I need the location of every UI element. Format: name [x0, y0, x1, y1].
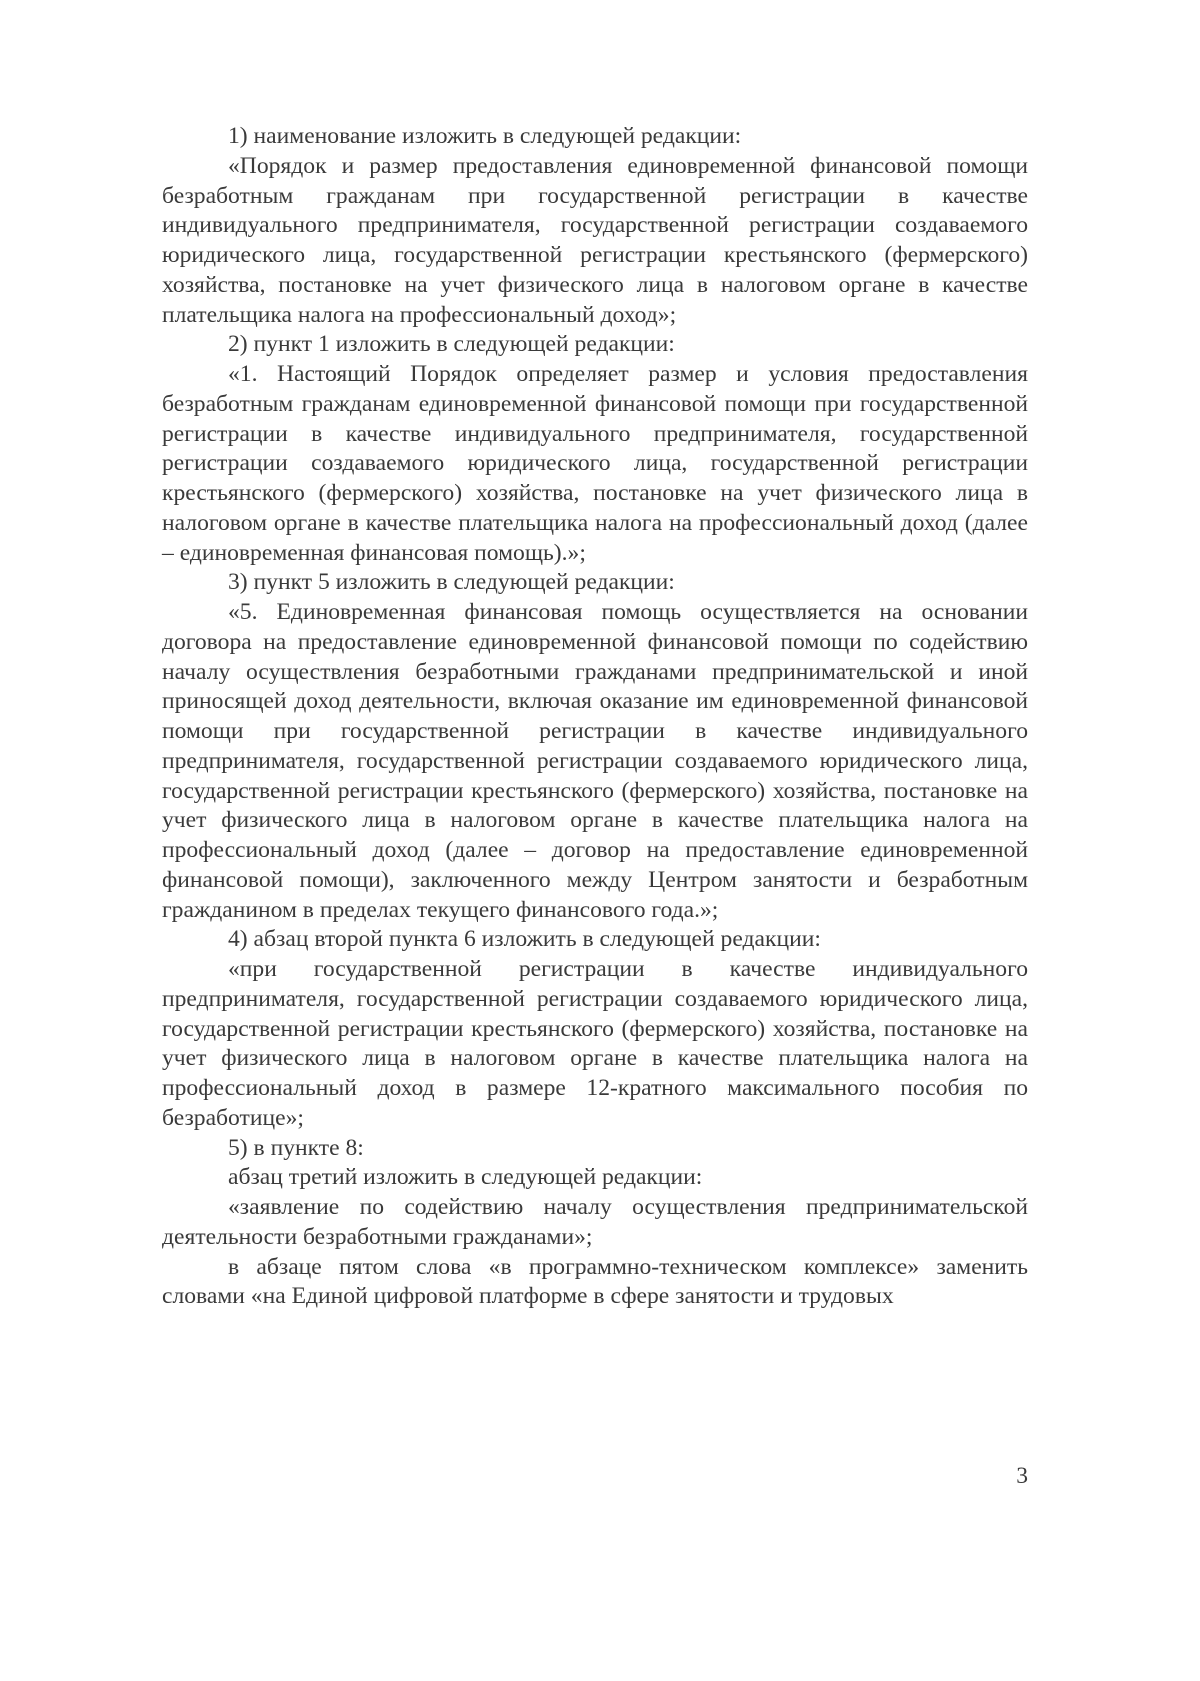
paragraph-8: «при государственной регистрации в качестве индивидуального предпринимателя, государственной регистрации создаваемого юридического лица, государственной регистрации крестьянского (фермерского) хозяйства, постановке на учет физического лица в налоговом органе в качестве плательщика налога на профессиональный доход в размере 12-кратного максимального пособия по безработице»; [162, 956, 1028, 1131]
paragraph-10: абзац третий изложить в следующей редакции: [228, 1164, 703, 1191]
document-body [162, 122, 1028, 1312]
paragraph-5: 3) пункт 5 изложить в следующей редакции: [228, 569, 675, 596]
paragraph-3: 2) пункт 1 изложить в следующей редакции: [228, 331, 675, 358]
paragraph-11: «заявление по содействию началу осуществления предпринимательской деятельности безработными гражданами»; [162, 1194, 1028, 1250]
paragraph-1: 1) наименование изложить в следующей редакции: [228, 123, 742, 149]
paragraph-9: 5) в пункте 8: [228, 1134, 364, 1161]
page-number: 3 [1016, 1463, 1028, 1489]
paragraph-2: «Порядок и размер предоставления единовременной финансовой помощи безработным гражданам при государственной регистрации в качестве индивидуального предпринимателя, государственной регистрации создаваемого юридического лица, государственной регистрации крестьянского (фермерского) хозяйства, постановке на учет физического лица в налоговом органе в качестве плательщика налога на профессиональный доход»; [162, 152, 1028, 328]
paragraph-6: «5. Единовременная финансовая помощь осуществляется на основании договора на предоставление единовременной финансовой помощи по содействию началу осуществления безработными гражданами предпринимательской и иной приносящей доход деятельности, включая оказание им единовременной финансовой помощи при государственной регистрации в качестве индивидуального предпринимателя, государственной регистрации создаваемого юридического лица, государственной регистрации крестьянского (фермерского) хозяйства, постановке на учет физического лица в налоговом органе в качестве плательщика налога на профессиональный доход (далее – договор на предоставление единовременной финансовой помощи), заключенного между Центром занятости и безработным гражданином в пределах текущего финансового года.»; [162, 599, 1028, 923]
paragraph-4: «1. Настоящий Порядок определяет размер и условия предоставления безработным гражданам единовременной финансовой помощи при государственной регистрации в качестве индивидуального предпринимателя, государственной регистрации создаваемого юридического лица, государственной регистрации крестьянского (фермерского) хозяйства, постановке на учет физического лица в налоговом органе в качестве плательщика налога на профессиональный доход (далее – единовременная финансовая помощь).»; [162, 361, 1028, 566]
paragraph-7: 4) абзац второй пункта 6 изложить в следующей редакции: [228, 926, 821, 953]
paragraph-12: в абзаце пятом слова «в программно-техническом комплексе» заменить словами «на Единой цифровой платформе в сфере занятости и трудовых [162, 1253, 1028, 1310]
